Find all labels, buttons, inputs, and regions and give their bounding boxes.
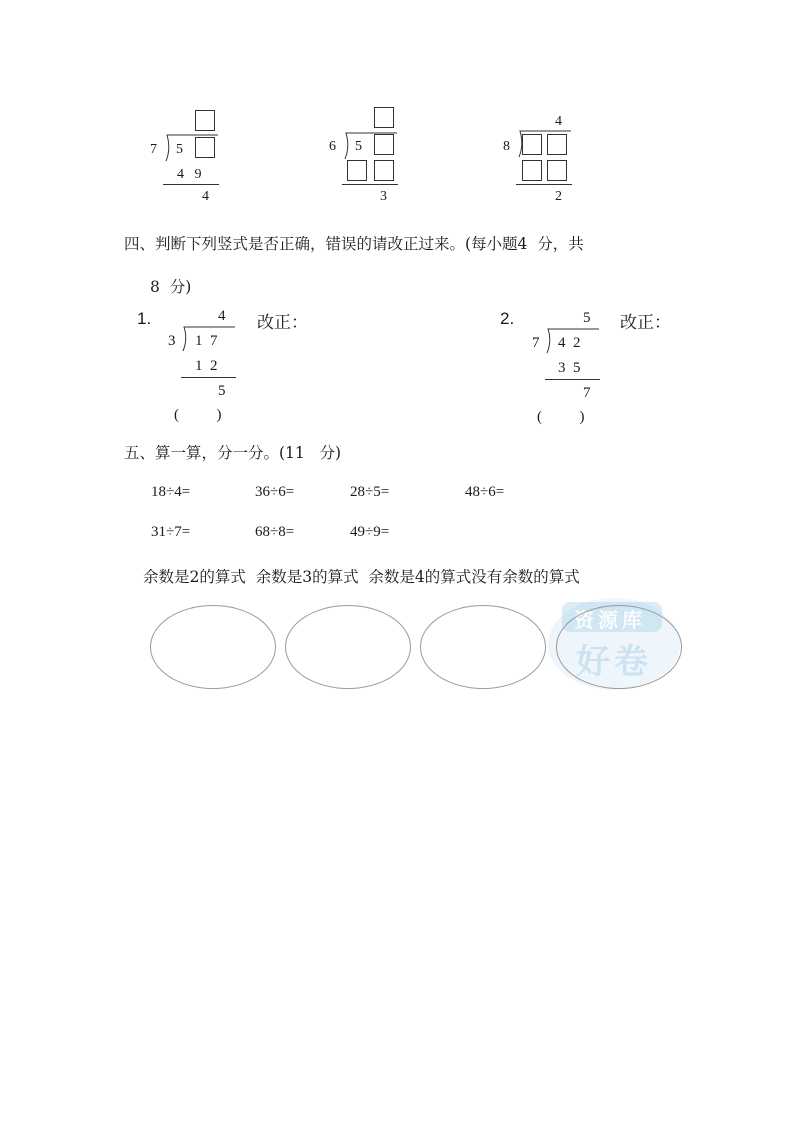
problem-index: 2.: [500, 309, 515, 328]
product: 4 9: [177, 167, 202, 182]
equation: 31÷7=: [151, 524, 191, 540]
product: 1 2: [195, 358, 218, 374]
answer-oval-no-remainder[interactable]: [556, 605, 682, 689]
judge-blank[interactable]: ( ): [174, 407, 222, 423]
correction-label: 改正：: [257, 313, 308, 333]
watermark-top-text: 资源库: [574, 608, 646, 632]
dividend-digit: 5: [176, 142, 183, 157]
answer-box[interactable]: [195, 110, 215, 131]
divisor: 8: [503, 139, 510, 154]
remainder: 4: [202, 189, 209, 204]
answer-box[interactable]: [195, 137, 215, 158]
remainder: 5: [218, 383, 226, 399]
answer-box[interactable]: [522, 134, 542, 155]
category-labels: 余数是2的算式 余数是3的算式 余数是4的算式没有余数的算式: [143, 568, 580, 586]
subtraction-line: [181, 377, 236, 378]
answer-box[interactable]: [347, 160, 367, 181]
divisor: 3: [168, 333, 176, 349]
equation: 49÷9=: [350, 524, 390, 540]
answer-box[interactable]: [374, 134, 394, 155]
remainder: 7: [583, 385, 591, 401]
correction-label: 改正：: [620, 313, 671, 333]
answer-oval-remainder-3[interactable]: [285, 605, 411, 689]
subtraction-line: [342, 184, 398, 185]
dividend-digit: 5: [355, 139, 362, 154]
remainder: 2: [555, 189, 562, 204]
answer-oval-remainder-4[interactable]: [420, 605, 546, 689]
quotient: 5: [583, 310, 591, 326]
problem-index: 1.: [137, 309, 152, 328]
answer-box[interactable]: [374, 107, 394, 128]
dividend: 1 7: [195, 333, 218, 349]
watermark-bottom-text: 好卷: [576, 642, 652, 682]
equation: 28÷5=: [350, 484, 390, 500]
section5-title: 五、算一算，分一分。(11 分): [124, 444, 342, 462]
answer-box[interactable]: [374, 160, 394, 181]
judge-blank[interactable]: ( ): [537, 409, 585, 425]
equation: 68÷8=: [255, 524, 295, 540]
answer-oval-remainder-2[interactable]: [150, 605, 276, 689]
equation: 18÷4=: [151, 484, 191, 500]
product: 3 5: [558, 360, 581, 376]
subtraction-line: [163, 184, 219, 185]
divisor: 6: [329, 139, 336, 154]
equation: 48÷6=: [465, 484, 505, 500]
divisor: 7: [150, 142, 157, 157]
answer-box[interactable]: [522, 160, 542, 181]
section4-title: 四、判断下列竖式是否正确，错误的请改正过来。(每小题4 分，共: [124, 235, 584, 253]
answer-box[interactable]: [547, 160, 567, 181]
equation: 36÷6=: [255, 484, 295, 500]
dividend: 4 2: [558, 335, 581, 351]
divisor: 7: [532, 335, 540, 351]
subtraction-line: [516, 184, 572, 185]
remainder: 3: [380, 189, 387, 204]
quotient: 4: [218, 308, 226, 324]
answer-box[interactable]: [547, 134, 567, 155]
quotient-digit: 4: [555, 114, 562, 129]
section4-title-cont: 8 分): [150, 278, 192, 296]
subtraction-line: [545, 379, 600, 380]
